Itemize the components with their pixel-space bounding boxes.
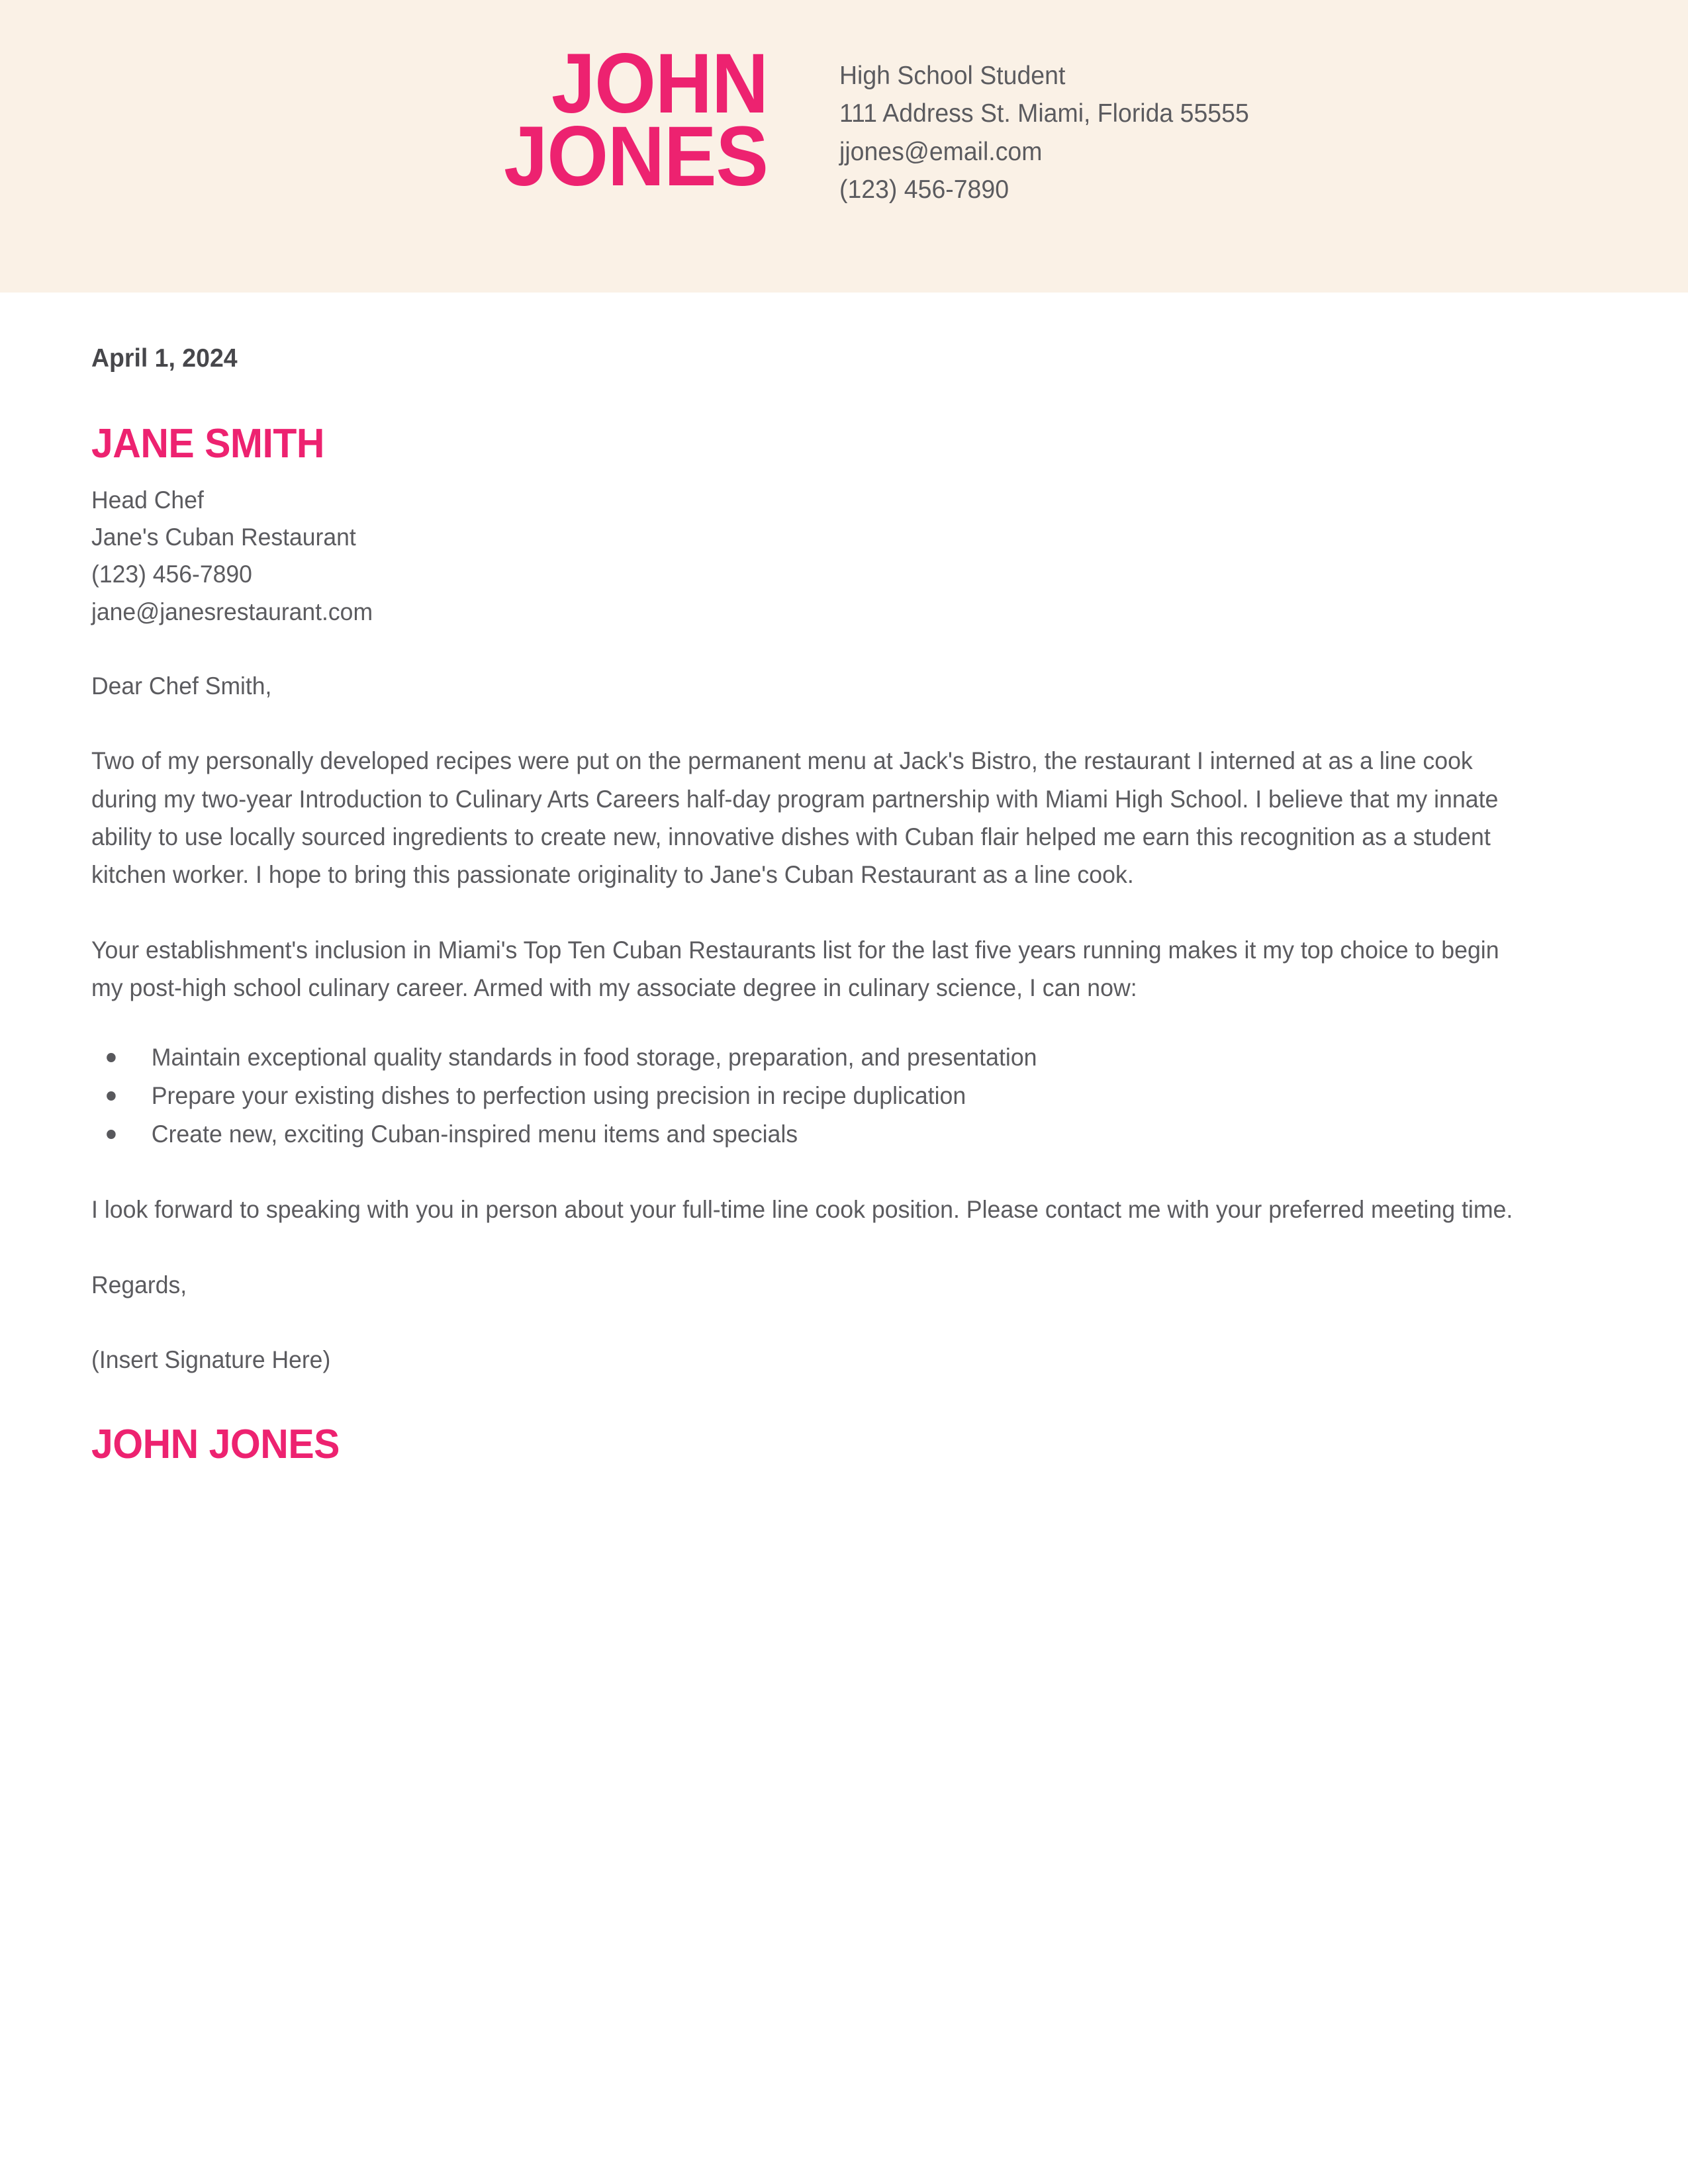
- list-item-label: Prepare your existing dishes to perfection using precision in recipe duplication: [151, 1082, 966, 1110]
- list-item: [91, 1038, 1516, 1077]
- body-paragraph-1: Two of my personally developed recipes were put on the permanent menu at Jack's Bistro, the restaurant I interned at as a line cook during my two-year Introduction to Culinary Arts Careers half-day program partnership with Miami High School. I believe that my innate ability to use locally sourced ingredients to create new, innovative dishes with Cuban flair helped me earn this recognition as a student kitchen worker. I hope to bring this passionate originality to Jane's Cuban Restaurant as a line cook.: [91, 747, 1499, 889]
- sender-job-title: High School Student: [839, 62, 1066, 90]
- bullet-dot-icon: [107, 1091, 116, 1101]
- salutation: Dear Chef Smith,: [91, 672, 272, 700]
- body-paragraph-2: Your establishment's inclusion in Miami's Top Ten Cuban Restaurants list for the last five years running makes it my top choice to begin my post-high school culinary career. Armed with my associate degree in culinary science, I can now:: [91, 936, 1499, 1001]
- recipient-phone[interactable]: (123) 456-7890: [91, 561, 252, 588]
- list-item-label: Maintain exceptional quality standards in food storage, preparation, and presentation: [151, 1044, 1037, 1071]
- list-item: [91, 1077, 1516, 1115]
- list-item-label: Create new, exciting Cuban-inspired menu items and specials: [151, 1120, 798, 1148]
- recipient-name: JANE SMITH: [91, 421, 324, 467]
- letter-date: April 1, 2024: [91, 344, 238, 373]
- bullet-dot-icon: [107, 1130, 116, 1139]
- sign-off: Regards,: [91, 1271, 187, 1298]
- letterhead-inner: [0, 0, 1688, 293]
- sender-contact-block: [839, 57, 1568, 208]
- sender-email[interactable]: jjones@email.com: [839, 137, 1043, 166]
- sender-first-name: JOHN: [551, 36, 768, 131]
- list-item: [91, 1115, 1516, 1154]
- letterhead-band: [0, 0, 1688, 293]
- sender-address: 111 Address St. Miami, Florida 55555: [839, 99, 1249, 128]
- body-paragraph-3: I look forward to speaking with you in person about your full-time line cook position. Please contact me with your preferred meeting time.: [91, 1196, 1513, 1224]
- recipient-company: Jane's Cuban Restaurant: [91, 523, 356, 551]
- qualifications-list: [91, 1038, 1568, 1154]
- sender-last-name: JONES: [504, 109, 768, 205]
- sender-name-block: [344, 36, 768, 205]
- letter-body: [91, 344, 1587, 1465]
- sender-phone[interactable]: (123) 456-7890: [839, 175, 1009, 204]
- recipient-email[interactable]: jane@janesrestaurant.com: [91, 598, 373, 625]
- signature-name: JOHN JONES: [91, 1421, 340, 1467]
- signature-placeholder: (Insert Signature Here): [91, 1346, 331, 1374]
- recipient-title: Head Chef: [91, 486, 204, 514]
- recipient-details: [91, 482, 1587, 631]
- bullet-dot-icon: [107, 1053, 116, 1062]
